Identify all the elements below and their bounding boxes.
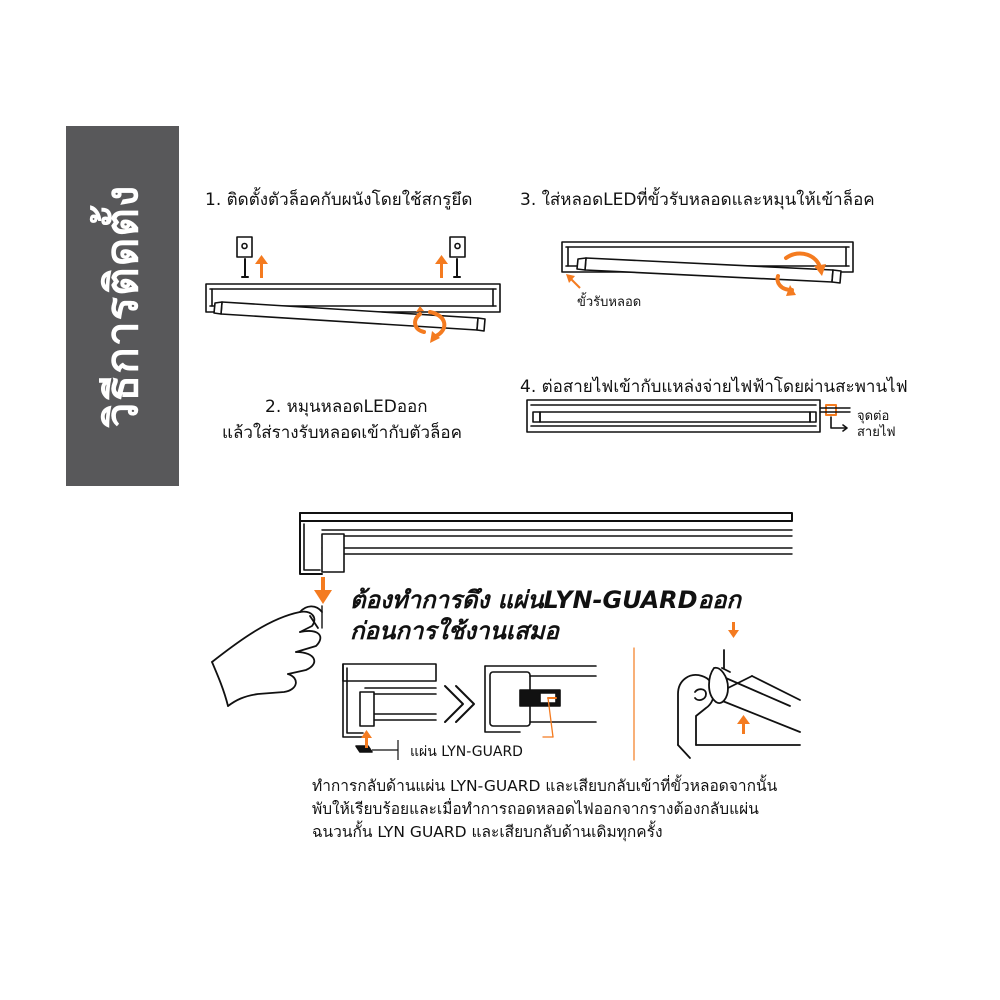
step1-diagram (206, 237, 500, 331)
step4-callout-line1: จุดต่อ (857, 409, 890, 424)
main-fixture (300, 513, 792, 574)
screw-bracket-icon (237, 237, 252, 277)
note-line3: ฉนวนกั้น LYN GUARD และเสียบกลับด้านเดิมทุกครั้ง (312, 823, 663, 841)
step1-caption: 1. ติดตั้งตัวล็อคกับผนังโดยใช้สกรูยึด (205, 190, 473, 210)
down-arrow-icon (728, 622, 739, 638)
wire-icon (820, 405, 850, 431)
step3-caption: 3. ใส่หลอดLEDที่ขั้วรับหลอดและหมุนให้เข้าล็อค (520, 190, 875, 210)
inset-endcap (485, 666, 596, 737)
step4-diagram (527, 400, 850, 432)
up-arrow-icon (737, 715, 750, 734)
inset-left-fixture (343, 664, 436, 752)
side-title: วิธีการติดตั้ง (97, 184, 148, 428)
step4-callout-line2: สายไฟ (857, 425, 896, 440)
up-arrow-icon (435, 255, 448, 278)
up-arrow-icon (255, 255, 268, 278)
warning-line2: ก่อนการใช้งานเสมอ (350, 617, 559, 645)
step3-diagram (562, 242, 853, 283)
step2-caption-line1: 2. หมุนหลอดLEDออก (265, 397, 428, 417)
socket-closeup (678, 650, 800, 758)
note-line1: ทำการกลับด้านแผ่น LYN-GUARD และเสียบกลับเข้าที่ขั้วหลอดจากนั้น (312, 777, 778, 795)
step4-caption: 4. ต่อสายไฟเข้ากับแหล่งจ่ายไฟฟ้าโดยผ่านสะพานไฟ (520, 377, 908, 397)
guard-label: แผ่น LYN-GUARD (410, 744, 523, 760)
double-chevron-icon (445, 686, 474, 722)
warning-line1: ต้องทำการดึง แผ่นLYN-GUARDออก (350, 586, 741, 614)
step3-callout: ขั้วรับหลอด (577, 295, 642, 310)
down-arrow-icon (314, 577, 332, 604)
note-line2: พับให้เรียบร้อยและเมื่อทำการถอดหลอดไฟออกจากรางต้องกลับแผ่น (312, 800, 759, 818)
screw-bracket-icon (450, 237, 465, 277)
step2-caption-line2: แล้วใส่รางรับหลอดเข้ากับตัวล็อค (222, 423, 463, 443)
hand-icon (212, 606, 322, 706)
